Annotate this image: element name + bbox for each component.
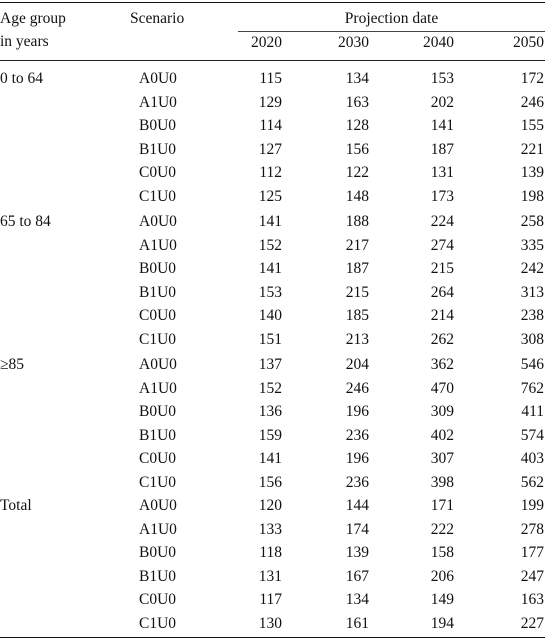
scenario-cell: C0U0 [139, 164, 177, 182]
value-cell: 278 [520, 520, 544, 538]
value-cell: 149 [430, 591, 454, 609]
value-cell: 156 [345, 140, 369, 158]
header-projection-date: Projection date [344, 10, 439, 27]
value-cell: 131 [258, 567, 282, 585]
value-cell: 313 [520, 283, 544, 301]
header-age-group-line1: Age group [0, 10, 66, 27]
value-cell: 221 [520, 140, 544, 158]
value-cell: 202 [430, 93, 454, 111]
value-cell: 128 [345, 117, 369, 135]
value-cell: 222 [430, 520, 454, 538]
value-cell: 141 [430, 117, 454, 135]
value-cell: 131 [430, 164, 454, 182]
value-cell: 120 [258, 497, 282, 514]
value-cell: 238 [520, 307, 544, 325]
value-cell: 152 [258, 236, 282, 254]
value-cell: 194 [430, 615, 454, 632]
value-cell: 159 [258, 426, 282, 444]
scenario-cell: C1U0 [139, 188, 177, 205]
value-cell: 242 [520, 260, 544, 278]
value-cell: 215 [345, 283, 369, 301]
value-cell: 148 [345, 188, 369, 205]
scenario-cell: A0U0 [139, 497, 177, 514]
value-cell: 187 [430, 140, 454, 158]
value-cell: 163 [345, 93, 369, 111]
value-cell: 127 [258, 140, 282, 158]
scenario-cell: C0U0 [139, 450, 177, 468]
header-year-2020: 2020 [251, 34, 282, 51]
scenario-cell: A1U0 [139, 236, 177, 254]
header-age-group-line2: in years [0, 33, 49, 50]
header-year-2030: 2030 [338, 34, 369, 51]
value-cell: 133 [258, 520, 282, 538]
value-cell: 264 [430, 283, 454, 301]
value-cell: 762 [520, 379, 544, 397]
value-cell: 151 [258, 331, 282, 348]
value-cell: 198 [520, 188, 544, 205]
scenario-cell: A0U0 [139, 70, 177, 87]
value-cell: 161 [345, 615, 369, 632]
header-rule [0, 60, 545, 61]
scenario-cell: A0U0 [139, 356, 177, 373]
scenario-cell: B1U0 [139, 426, 177, 444]
value-cell: 308 [520, 331, 544, 348]
value-cell: 141 [258, 450, 282, 468]
value-cell: 258 [520, 213, 544, 230]
bottom-rule [0, 637, 545, 638]
scenario-cell: C0U0 [139, 591, 177, 609]
value-cell: 144 [345, 497, 369, 514]
value-cell: 172 [520, 70, 544, 87]
value-cell: 236 [345, 474, 369, 491]
value-cell: 114 [259, 117, 282, 135]
value-cell: 115 [259, 70, 282, 87]
scenario-cell: C0U0 [139, 307, 177, 325]
value-cell: 177 [520, 544, 544, 562]
value-cell: 214 [430, 307, 454, 325]
value-cell: 196 [345, 450, 369, 468]
value-cell: 309 [430, 403, 454, 421]
value-cell: 134 [345, 70, 369, 87]
value-cell: 362 [430, 356, 454, 373]
value-cell: 163 [520, 591, 544, 609]
value-cell: 118 [259, 544, 282, 562]
projection-date-rule [238, 31, 545, 32]
value-cell: 185 [345, 307, 369, 325]
value-cell: 206 [430, 567, 454, 585]
value-cell: 215 [430, 260, 454, 278]
value-cell: 167 [345, 567, 369, 585]
value-cell: 546 [520, 356, 544, 373]
scenario-cell: C1U0 [139, 615, 177, 632]
scenario-cell: A1U0 [139, 520, 177, 538]
value-cell: 199 [520, 497, 544, 514]
age-group-label: 0 to 64 [0, 70, 44, 87]
value-cell: 173 [430, 188, 454, 205]
value-cell: 403 [520, 450, 544, 468]
value-cell: 246 [345, 379, 369, 397]
value-cell: 174 [345, 520, 369, 538]
value-cell: 136 [258, 403, 282, 421]
value-cell: 158 [430, 544, 454, 562]
age-group-label: 65 to 84 [0, 213, 51, 230]
header-year-2050: 2050 [513, 34, 544, 51]
value-cell: 262 [430, 331, 454, 348]
value-cell: 153 [430, 70, 454, 87]
scenario-cell: B1U0 [139, 567, 177, 585]
value-cell: 196 [345, 403, 369, 421]
value-cell: 155 [520, 117, 544, 135]
value-cell: 171 [430, 497, 454, 514]
value-cell: 236 [345, 426, 369, 444]
value-cell: 112 [259, 164, 282, 182]
value-cell: 224 [430, 213, 454, 230]
value-cell: 204 [345, 356, 369, 373]
value-cell: 117 [259, 591, 282, 609]
value-cell: 246 [520, 93, 544, 111]
value-cell: 140 [258, 307, 282, 325]
scenario-cell: A0U0 [139, 213, 177, 230]
value-cell: 153 [258, 283, 282, 301]
value-cell: 402 [430, 426, 454, 444]
scenario-cell: A1U0 [139, 379, 177, 397]
value-cell: 187 [345, 260, 369, 278]
age-group-label: Total [0, 497, 32, 514]
value-cell: 335 [520, 236, 544, 254]
value-cell: 125 [258, 188, 282, 205]
scenario-cell: B0U0 [139, 403, 177, 421]
value-cell: 152 [258, 379, 282, 397]
age-group-label: ≥85 [0, 356, 25, 373]
value-cell: 247 [520, 567, 544, 585]
scenario-cell: A1U0 [139, 93, 177, 111]
value-cell: 122 [345, 164, 369, 182]
value-cell: 156 [258, 474, 282, 491]
value-cell: 227 [520, 615, 544, 632]
scenario-cell: C1U0 [139, 331, 177, 348]
header-scenario: Scenario [130, 10, 185, 27]
value-cell: 139 [345, 544, 369, 562]
value-cell: 562 [520, 474, 544, 491]
value-cell: 141 [258, 213, 282, 230]
scenario-cell: C1U0 [139, 474, 177, 491]
value-cell: 307 [430, 450, 454, 468]
value-cell: 141 [258, 260, 282, 278]
header-year-2040: 2040 [423, 34, 454, 51]
value-cell: 188 [345, 213, 369, 230]
value-cell: 139 [520, 164, 544, 182]
scenario-cell: B1U0 [139, 283, 177, 301]
value-cell: 411 [521, 403, 544, 421]
value-cell: 137 [258, 356, 282, 373]
value-cell: 470 [430, 379, 454, 397]
scenario-cell: B0U0 [139, 117, 177, 135]
value-cell: 213 [345, 331, 369, 348]
value-cell: 130 [258, 615, 282, 632]
value-cell: 274 [430, 236, 454, 254]
value-cell: 217 [345, 236, 369, 254]
scenario-cell: B0U0 [139, 260, 177, 278]
top-rule [0, 2, 545, 3]
scenario-cell: B0U0 [139, 544, 177, 562]
value-cell: 398 [430, 474, 454, 491]
scenario-cell: B1U0 [139, 140, 177, 158]
value-cell: 574 [520, 426, 544, 444]
value-cell: 134 [345, 591, 369, 609]
value-cell: 129 [258, 93, 282, 111]
